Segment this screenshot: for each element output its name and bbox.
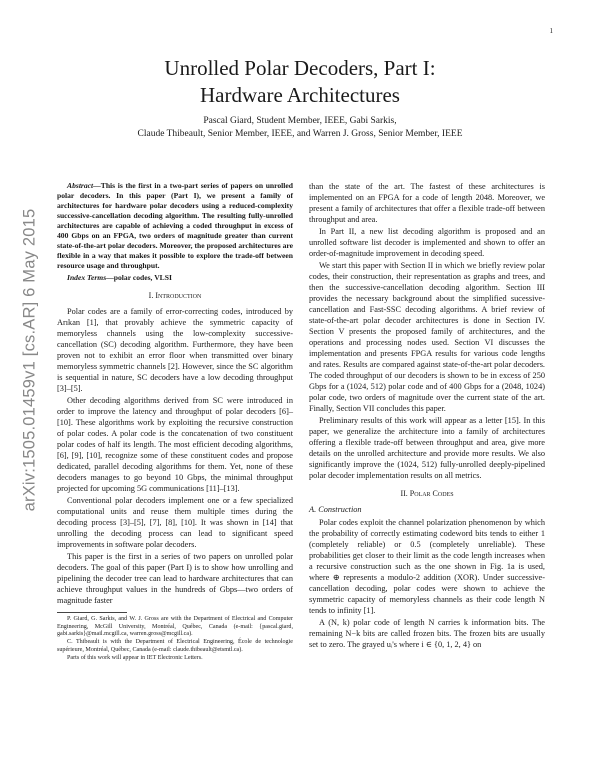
footnote-publication: Parts of this work will appear in IET Electronic Letters. <box>67 654 203 661</box>
footnote-affiliation-1: P. Giard, G. Sarkis, and W. J. Gross are with the Department of Electrical and Computer Engineering, McGill University, Montréal, Québec, Canada (e-mail: {pascal.giard, gabi.sarkis}@mail.mcgill.ca, warren.gross@mcgill.ca). <box>57 616 293 638</box>
paper-title <box>0 55 600 109</box>
section-heading-introduction: I. Introduction <box>148 291 202 300</box>
abstract-text: —This is the first in a two-part series of papers on unrolled polar decoders. In this paper (Part I), we present a family of architectures for hardware polar decoders using a reduced-complexity successive-cancellation decoding algorithm. The resulting fully-unrolled architectures are capable of achieving a coded throughput in excess of 400 Gbps on an FPGA, two orders of magnitude greater than current state-of-the-art polar decoders. Moreover, the proposed architectures are flexible in a way that makes it possible to explore the trade-off between resource usage and throughput. <box>57 181 293 270</box>
abstract-label: Abstract <box>67 181 94 190</box>
page-number: 1 <box>549 27 553 35</box>
construction-paragraph-2: A (N, k) polar code of length N carries k information bits. The remaining N−k bits are called frozen bits. The frozen bits are usually set to zero. The grayed uᵢ's where i ∈ {0, 1, 2, 4} on <box>309 618 545 649</box>
intro-paragraph-outline: We start this paper with Section II in which we briefly review polar codes, their construction, their representation as graphs and trees, and then the successive-cancellation decoding algorithm. Section III provides the necessary background about the simplified sucessive-cancellation and Fast-SSC decoding algorithms. A brief review of state-of-the-art polar decoder architectures is done in Section IV. Section V presents the proposed family of architectures, and the operations and processing nodes used. Section VI discusses the implementation and presents FPGA results for various code lengths and rates. Results are compared against state-of-the-art polar decoders. The coded throughput of our decoders is shown to be in excess of 250 Gbps for a (1024, 512) polar code and of 400 Gbps for a (2048, 1024) polar code, two orders of magnitude over the current state of the art. Finally, Section VII concludes this paper. <box>309 261 545 413</box>
index-terms <box>57 273 293 283</box>
arxiv-sidebar-stamp <box>13 150 47 570</box>
intro-paragraph-2: Other decoding algorithms derived from SC were introduced in order to improve the latency and throughput of polar decoders [6]–[10]. These algorithms work by exploiting the recursive construction of polar codes. A polar code is the concatenation of two constituent polar codes of half its length. The most efficient decoding algorithms, [6], [9], [10], recognize some of these constituent codes and propose dedicated, parallel decoding algorithms for them. Yet, none of these decoders manages to go beyond 10 Gbps, the minimal throughput projected for upcoming 5G communications [11]–[13]. <box>57 396 293 493</box>
left-column <box>57 181 293 663</box>
arxiv-identifier: arXiv:1505.01459v1 [cs.AR] 6 May 2015 <box>20 208 39 512</box>
index-terms-text: —polar codes, VLSI <box>106 273 172 282</box>
intro-paragraph-preliminary: Preliminary results of this work will appear as a letter [15]. In this paper, we generalize the architecture into a family of architectures offering a flexible trade-off between throughput and area, give more details on the unrolled architecture and provide more results. We also significantly improve the (1024, 512) fully-unrolled deeply-pipelined polar decoder implementation results on all metrics. <box>309 416 545 480</box>
intro-paragraph-part-ii: In Part II, a new list decoding algorithm is proposed and an unrolled software list decoder is implemented and shown to offer an order-of-magnitude improvement in decoding speed. <box>309 227 545 258</box>
index-terms-label: Index Terms <box>67 273 107 282</box>
right-column <box>309 181 545 651</box>
intro-paragraph-1: Polar codes are a family of error-correcting codes, introduced by Arıkan [1], that provably achieve the symmetric capacity of memoryless channels using the low-complexity successive-cancellation (SC) decoding algorithm. Furthermore, they have been proven not to exhibit an error floor when transmitted over binary memoryless symmetric channels [2]. However, since the SC algorithm is sequential in nature, SC decoders have a low decoding throughput [3]–[5]. <box>57 307 293 393</box>
intro-continuation: than the state of the art. The fastest of these architectures is implemented on an FPGA for a code of length 2048. Moreover, we present a family of architectures that offer a flexible trade-off between throughput and area. <box>309 182 545 224</box>
section-heading-polar-codes: II. Polar Codes <box>400 489 454 498</box>
title-line-1: Unrolled Polar Decoders, Part I: <box>164 56 436 80</box>
abstract <box>57 181 293 271</box>
intro-paragraph-3: Conventional polar decoders implement one or a few specialized computational units and reuse them multiple times during the decoding process [3]–[5], [7], [8], [10]. It was shown in [14] that unrolling the decoding process can lead to significant speed improvements in software polar decoders. <box>57 496 293 549</box>
footnote-divider <box>57 612 127 613</box>
author-line-1: Pascal Giard, Student Member, IEEE, Gabi Sarkis, <box>203 116 397 126</box>
construction-paragraph-1: Polar codes exploit the channel polarization phenomenon by which the probability of correctly estimating codeword bits tends to either 1 (completely reliable) or 0.5 (completely unreliable). These probabilities get closer to their limit as the code length increases when a recursive construction such as the one shown in Fig. 1a is used, where ⊕ represents a modulo-2 addition (XOR). Under successive-cancellation decoding, polar codes were shown to achieve the symmetric capacity of memoryless channels as their code length N tends to infinity [1]. <box>309 518 545 615</box>
author-line-2: Claude Thibeault, Senior Member, IEEE, and Warren J. Gross, Senior Member, IEEE <box>137 129 463 139</box>
subsection-heading-construction: A. Construction <box>309 505 362 514</box>
footnote-affiliation-2: C. Thibeault is with the Department of Electrical Engineering, École de technologie supérieure, Montréal, Québec, Canada (e-mail: claude.thibeault@etsmtl.ca). <box>57 639 293 653</box>
title-line-2: Hardware Architectures <box>200 83 400 107</box>
author-list <box>0 115 600 141</box>
intro-paragraph-4: This paper is the first in a series of two papers on unrolled polar decoders. The goal of this paper (Part I) is to show how unrolling and pipelining the decoder tree can lead to hardware architectures that can achieve throughput values in the hundreds of Gbps—two orders of magnitude faster <box>57 552 293 605</box>
